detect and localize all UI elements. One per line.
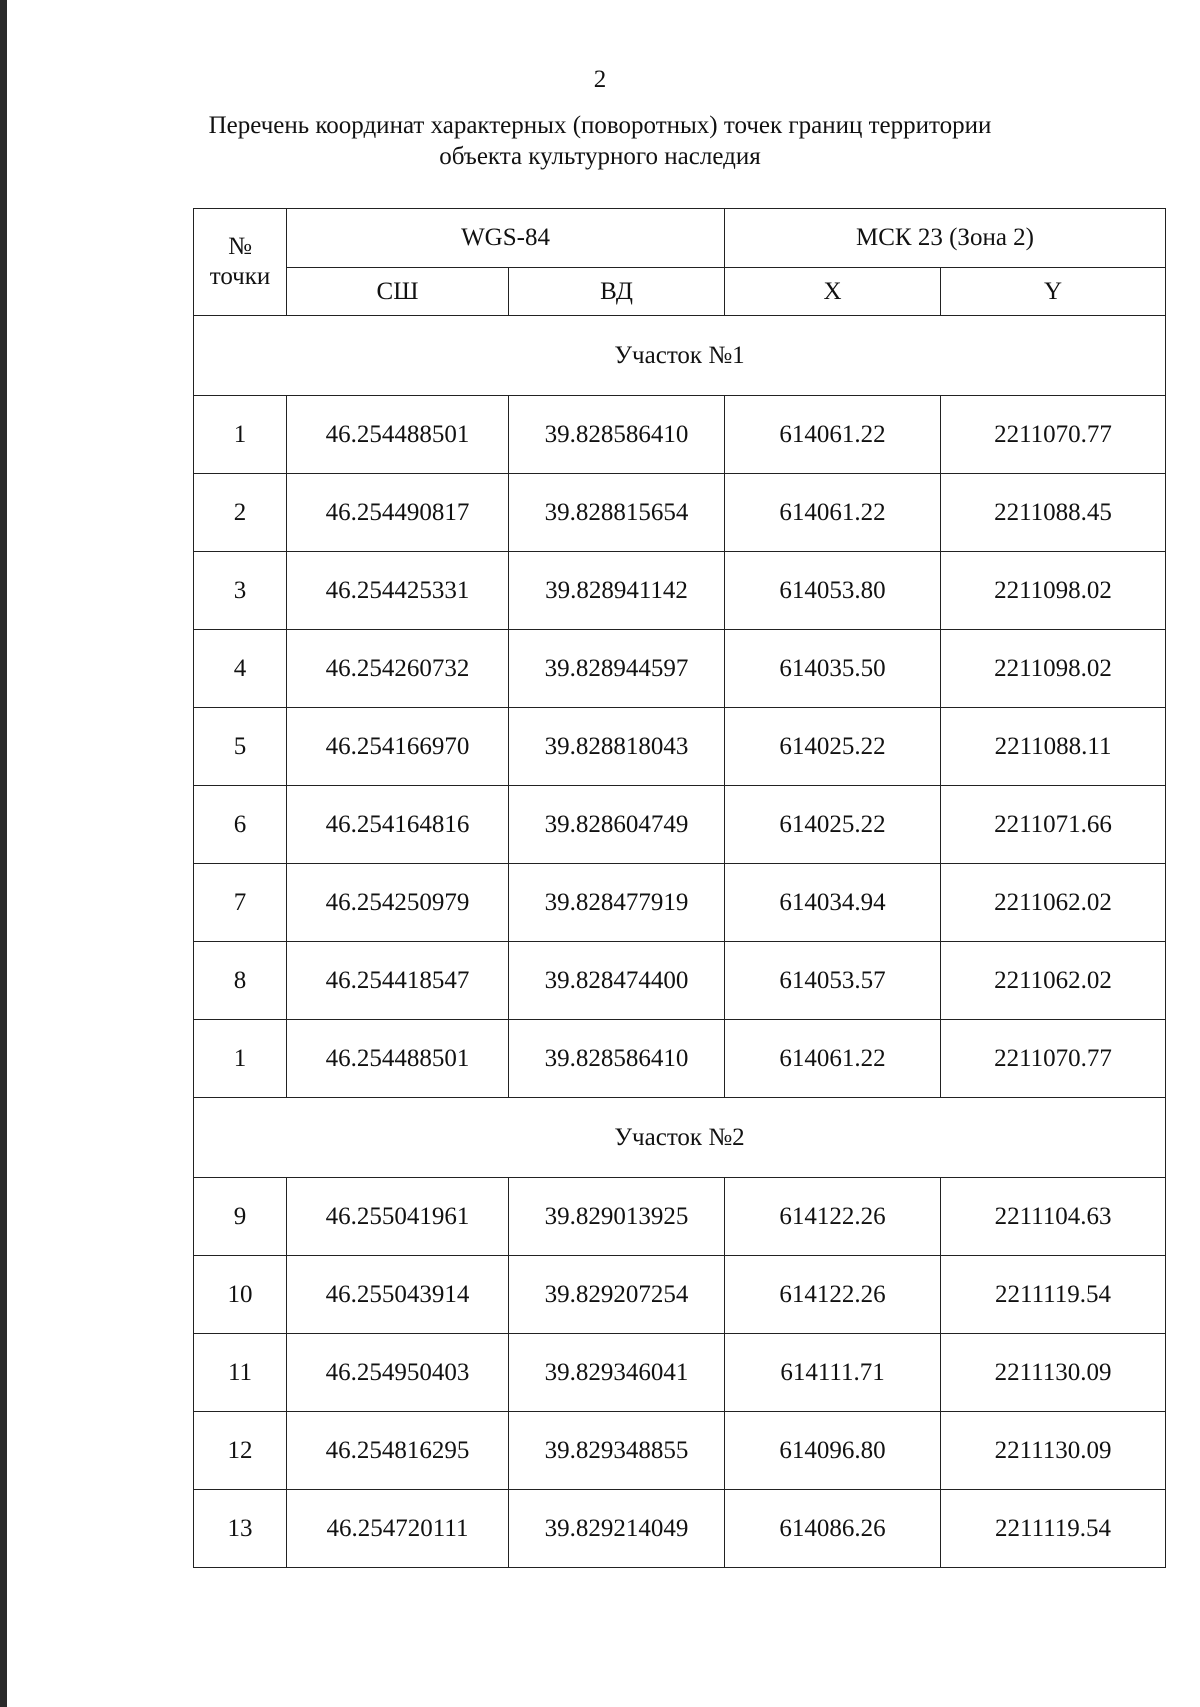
x-coordinate-cell: 614122.26 — [725, 1178, 941, 1256]
y-coordinate-cell: 2211070.77 — [941, 396, 1166, 474]
x-coordinate-cell: 614122.26 — [725, 1256, 941, 1334]
point-number-cell: 1 — [194, 396, 287, 474]
table-row — [194, 942, 1166, 1020]
latitude-cell: 46.254720111 — [287, 1490, 509, 1568]
latitude-cell: 46.254950403 — [287, 1334, 509, 1412]
number-symbol: № — [228, 233, 252, 260]
latitude-cell: 46.254490817 — [287, 474, 509, 552]
x-coordinate-cell: 614061.22 — [725, 1020, 941, 1098]
point-number-cell: 11 — [194, 1334, 287, 1412]
table-row — [194, 864, 1166, 942]
longitude-cell: 39.829346041 — [509, 1334, 725, 1412]
table-row — [194, 552, 1166, 630]
x-coordinate-cell: 614111.71 — [725, 1334, 941, 1412]
lon-header: ВД — [509, 268, 725, 316]
table-row — [194, 630, 1166, 708]
table-row — [194, 708, 1166, 786]
y-coordinate-cell: 2211098.02 — [941, 630, 1166, 708]
latitude-cell: 46.255041961 — [287, 1178, 509, 1256]
longitude-cell: 39.829207254 — [509, 1256, 725, 1334]
y-coordinate-cell: 2211098.02 — [941, 552, 1166, 630]
title-line-2: объекта культурного наследия — [439, 143, 761, 170]
latitude-cell: 46.254260732 — [287, 630, 509, 708]
table-row — [194, 1334, 1166, 1412]
y-coordinate-cell: 2211088.45 — [941, 474, 1166, 552]
section-row — [194, 1098, 1166, 1178]
latitude-cell: 46.254166970 — [287, 708, 509, 786]
y-coordinate-cell: 2211071.66 — [941, 786, 1166, 864]
x-coordinate-cell: 614096.80 — [725, 1412, 941, 1490]
point-number-cell: 9 — [194, 1178, 287, 1256]
longitude-cell: 39.828604749 — [509, 786, 725, 864]
table-row — [194, 1178, 1166, 1256]
point-number-cell: 1 — [194, 1020, 287, 1098]
title-line-1: Перечень координат характерных (поворотных) точек границ территории — [208, 112, 992, 139]
y-coordinate-cell: 2211088.11 — [941, 708, 1166, 786]
point-number-cell: 4 — [194, 630, 287, 708]
document-title — [0, 110, 1200, 172]
longitude-cell: 39.828941142 — [509, 552, 725, 630]
longitude-cell: 39.829348855 — [509, 1412, 725, 1490]
latitude-cell: 46.254418547 — [287, 942, 509, 1020]
section-title: Участок №2 — [194, 1098, 1166, 1178]
point-number-cell: 12 — [194, 1412, 287, 1490]
y-coordinate-cell: 2211130.09 — [941, 1334, 1166, 1412]
latitude-cell: 46.254164816 — [287, 786, 509, 864]
longitude-cell: 39.828818043 — [509, 708, 725, 786]
msk23-header: МСК 23 (Зона 2) — [725, 209, 1166, 268]
x-coordinate-cell: 614053.80 — [725, 552, 941, 630]
x-coordinate-cell: 614034.94 — [725, 864, 941, 942]
x-coordinate-cell: 614035.50 — [725, 630, 941, 708]
point-number-cell: 3 — [194, 552, 287, 630]
latitude-cell: 46.254488501 — [287, 396, 509, 474]
longitude-cell: 39.828815654 — [509, 474, 725, 552]
point-number-cell: 10 — [194, 1256, 287, 1334]
latitude-cell: 46.254250979 — [287, 864, 509, 942]
longitude-cell: 39.828944597 — [509, 630, 725, 708]
y-coordinate-cell: 2211062.02 — [941, 864, 1166, 942]
scan-edge-shadow — [0, 0, 7, 1707]
x-coordinate-cell: 614025.22 — [725, 708, 941, 786]
point-number-header — [194, 209, 287, 316]
y-header: Y — [941, 268, 1166, 316]
x-header: X — [725, 268, 941, 316]
point-number-cell: 7 — [194, 864, 287, 942]
point-number-cell: 5 — [194, 708, 287, 786]
x-coordinate-cell: 614025.22 — [725, 786, 941, 864]
table-row — [194, 1020, 1166, 1098]
latitude-cell: 46.255043914 — [287, 1256, 509, 1334]
y-coordinate-cell: 2211104.63 — [941, 1178, 1166, 1256]
longitude-cell: 39.829013925 — [509, 1178, 725, 1256]
x-coordinate-cell: 614061.22 — [725, 396, 941, 474]
longitude-cell: 39.828586410 — [509, 396, 725, 474]
y-coordinate-cell: 2211130.09 — [941, 1412, 1166, 1490]
lat-header: СШ — [287, 268, 509, 316]
section-title: Участок №1 — [194, 316, 1166, 396]
y-coordinate-cell: 2211062.02 — [941, 942, 1166, 1020]
point-number-cell: 8 — [194, 942, 287, 1020]
y-coordinate-cell: 2211119.54 — [941, 1490, 1166, 1568]
longitude-cell: 39.828477919 — [509, 864, 725, 942]
longitude-cell: 39.828586410 — [509, 1020, 725, 1098]
latitude-cell: 46.254488501 — [287, 1020, 509, 1098]
point-label: точки — [209, 263, 271, 290]
section-row — [194, 316, 1166, 396]
page-number: 2 — [593, 66, 607, 93]
point-number-cell: 13 — [194, 1490, 287, 1568]
latitude-cell: 46.254425331 — [287, 552, 509, 630]
y-coordinate-cell: 2211119.54 — [941, 1256, 1166, 1334]
wgs84-header: WGS-84 — [287, 209, 725, 268]
header-row-1 — [194, 209, 1166, 268]
table-row — [194, 1490, 1166, 1568]
x-coordinate-cell: 614061.22 — [725, 474, 941, 552]
longitude-cell: 39.829214049 — [509, 1490, 725, 1568]
point-number-cell: 2 — [194, 474, 287, 552]
table-row — [194, 474, 1166, 552]
table-row — [194, 396, 1166, 474]
latitude-cell: 46.254816295 — [287, 1412, 509, 1490]
x-coordinate-cell: 614053.57 — [725, 942, 941, 1020]
table-row — [194, 1412, 1166, 1490]
table-row — [194, 1256, 1166, 1334]
x-coordinate-cell: 614086.26 — [725, 1490, 941, 1568]
point-number-cell: 6 — [194, 786, 287, 864]
coordinates-table — [193, 208, 1166, 1568]
y-coordinate-cell: 2211070.77 — [941, 1020, 1166, 1098]
table-body — [194, 316, 1166, 1568]
longitude-cell: 39.828474400 — [509, 942, 725, 1020]
table-row — [194, 786, 1166, 864]
header-row-2 — [194, 268, 1166, 316]
